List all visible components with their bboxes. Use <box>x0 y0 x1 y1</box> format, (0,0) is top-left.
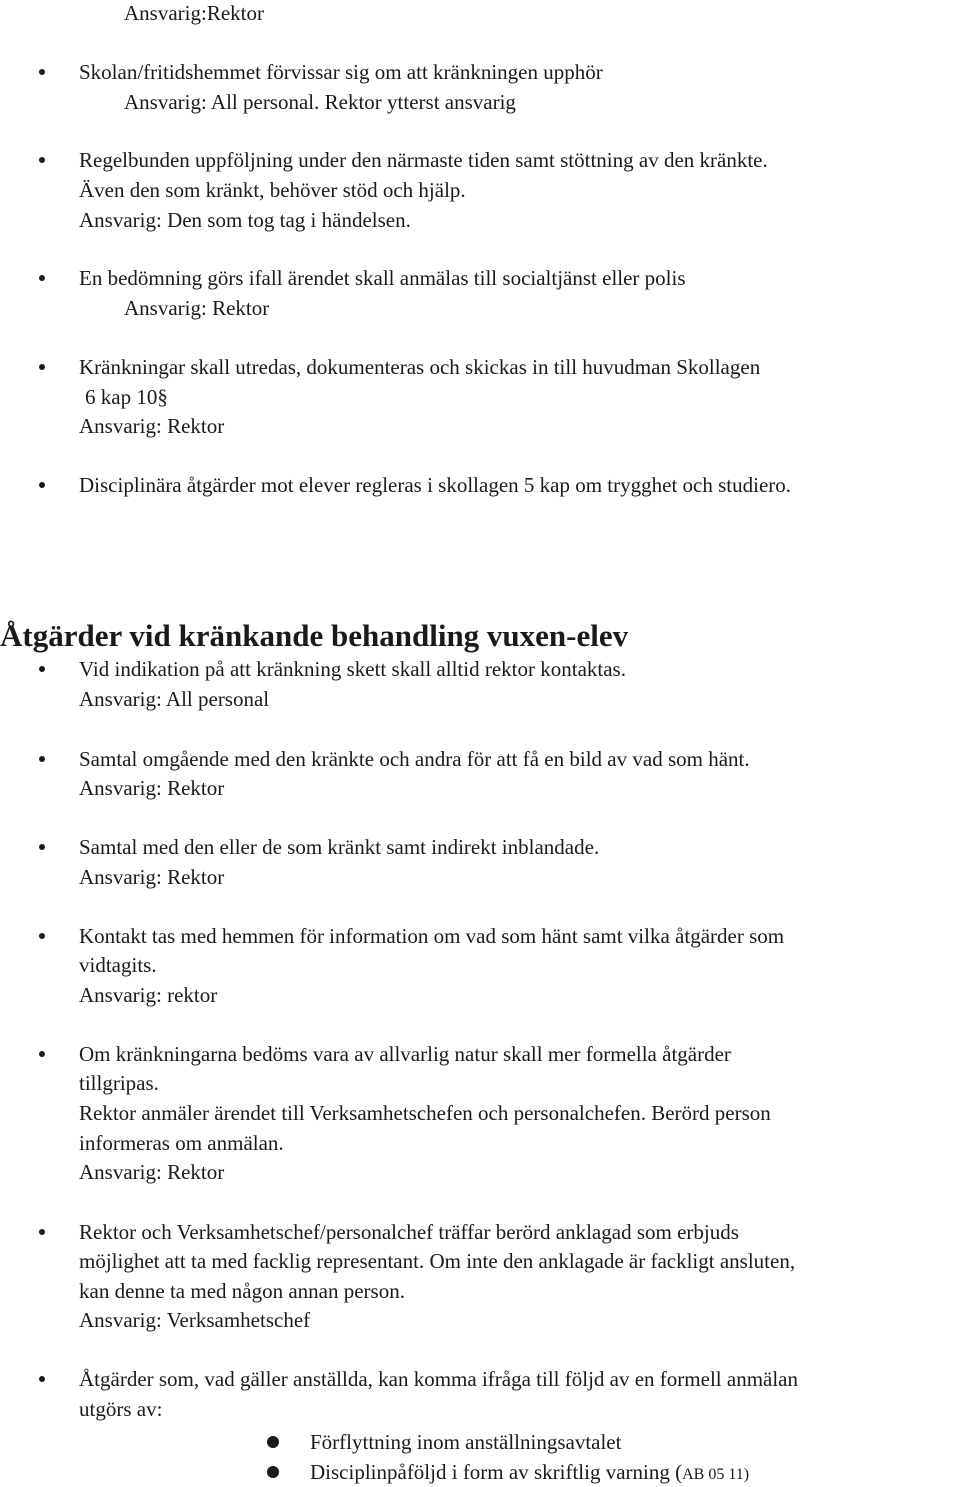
item-text: Vid indikation på att kränkning skett skall alltid rektor kontaktas. <box>79 657 626 681</box>
item-text: Skolan/fritidshemmet förvissar sig om att kränkningen upphör <box>79 60 603 84</box>
item-text: vidtagits. <box>79 953 157 977</box>
bullet-icon <box>39 69 45 75</box>
responsible-line: Ansvarig: Rektor <box>124 296 270 320</box>
responsible-line: Ansvarig: All personal <box>79 687 270 711</box>
bullet-icon <box>267 1436 279 1448</box>
responsible-line: Ansvarig: rektor <box>79 983 218 1007</box>
bullet-icon <box>39 756 45 762</box>
item-text: Samtal med den eller de som kränkt samt indirekt inblandade. <box>79 835 600 859</box>
item-text: Rektor och Verksamhetschef/personalchef träffar berörd anklagad som erbjuds <box>79 1220 739 1244</box>
bullet-icon <box>39 933 45 939</box>
item-text: Åtgärder som, vad gäller anställda, kan komma ifråga till följd av en formell anmälan <box>79 1367 799 1391</box>
bullet-icon <box>39 364 45 370</box>
sub-item-text: Förflyttning inom anställningsavtalet <box>310 1430 622 1454</box>
item-text: Disciplinära åtgärder mot elever regleras i skollagen 5 kap om trygghet och studiero. <box>79 473 792 497</box>
sub-item-text: Disciplinpåföljd i form av skriftlig varning (AB 05 11) <box>310 1460 750 1484</box>
responsible-line: Ansvarig: Rektor <box>79 865 225 889</box>
responsible-line: Ansvarig: Rektor <box>79 414 225 438</box>
section-heading: Åtgärder vid kränkande behandling vuxen-elev <box>0 618 629 653</box>
item-text: möjlighet att ta med facklig representant. Om inte den anklagade är fackligt ansluten, <box>79 1249 796 1273</box>
responsible-line: Ansvarig:Rektor <box>124 1 264 25</box>
responsible-line: Ansvarig: Rektor <box>79 1160 225 1184</box>
item-text: utgörs av: <box>79 1397 163 1421</box>
responsible-line: Ansvarig: Rektor <box>79 776 225 800</box>
item-text: tillgripas. <box>79 1071 159 1095</box>
item-text: Kränkningar skall utredas, dokumenteras och skickas in till huvudman Skollagen <box>79 355 761 379</box>
item-text: Regelbunden uppföljning under den närmaste tiden samt stöttning av den kränkte. <box>79 148 768 172</box>
item-text: Rektor anmäler ärendet till Verksamhetschefen och personalchefen. Berörd person <box>79 1101 771 1125</box>
bullet-icon <box>267 1466 279 1478</box>
responsible-line: Ansvarig: Den som tog tag i händelsen. <box>79 208 411 232</box>
responsible-line: Ansvarig: Verksamhetschef <box>79 1308 311 1332</box>
responsible-line: Ansvarig: All personal. Rektor ytterst ansvarig <box>124 90 516 114</box>
item-text: Kontakt tas med hemmen för information om vad som hänt samt vilka åtgärder som <box>79 924 785 948</box>
bullet-icon <box>39 666 45 672</box>
bullet-icon <box>39 157 45 163</box>
item-text: Även den som kränkt, behöver stöd och hjälp. <box>79 178 466 202</box>
bullet-icon <box>39 1376 45 1382</box>
bullet-icon <box>39 1051 45 1057</box>
item-text: Samtal omgående med den kränkte och andra för att få en bild av vad som hänt. <box>79 747 750 771</box>
bullet-icon <box>39 275 45 281</box>
item-text: informeras om anmälan. <box>79 1131 284 1155</box>
bullet-icon <box>39 1229 45 1235</box>
item-text: 6 kap 10§ <box>85 385 168 409</box>
item-text: kan denne ta med någon annan person. <box>79 1279 405 1303</box>
bullet-icon <box>39 844 45 850</box>
item-text: Om kränkningarna bedöms vara av allvarlig natur skall mer formella åtgärder <box>79 1042 731 1066</box>
item-text: En bedömning görs ifall ärendet skall anmälas till socialtjänst eller polis <box>79 266 686 290</box>
bullet-icon <box>39 482 45 488</box>
